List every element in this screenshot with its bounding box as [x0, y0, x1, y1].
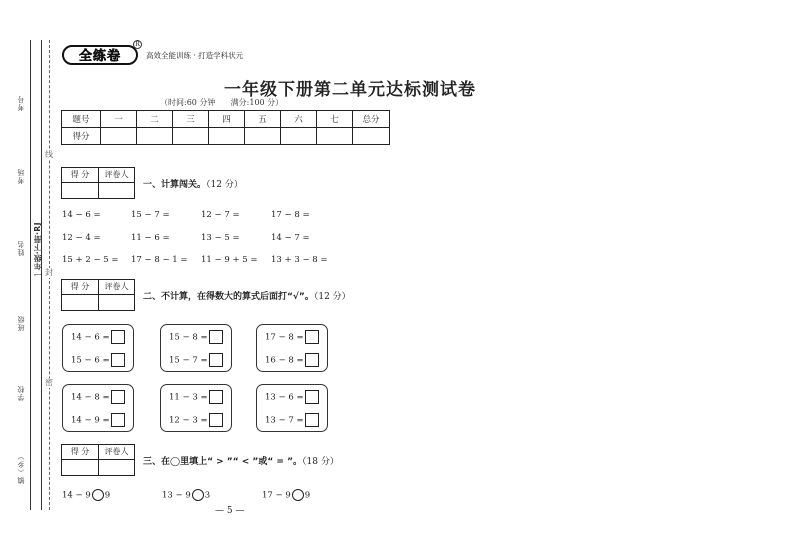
grader-box-score-label: 得 分	[62, 168, 99, 182]
field-town: 镇（乡）	[17, 452, 25, 484]
grader-box	[61, 444, 135, 476]
check-box[interactable]	[111, 413, 125, 427]
margin-line-outer	[30, 40, 31, 510]
field-exam-number: 考号	[17, 95, 25, 111]
compare-item: 15 − 8 =	[169, 330, 223, 344]
cut-mark-line: 线	[45, 150, 53, 159]
check-box[interactable]	[209, 330, 223, 344]
equation: 17 − 8 =	[271, 210, 310, 220]
grader-box-score-label: 得 分	[62, 445, 99, 459]
score-cell[interactable]	[353, 128, 390, 145]
section-3-title: 三、在◯里填上“ > ”“ < ”或“ = ”。（18 分）	[143, 457, 339, 467]
header-cell: 题号	[62, 111, 101, 128]
score-table-score-row	[62, 128, 390, 145]
compare-group	[62, 324, 134, 372]
compare-item: 15 − 6 =	[71, 353, 125, 367]
equation: 12 − 4 =	[62, 233, 101, 243]
section-2-title: 二、不计算，在得数大的算式后面打“√”。（12 分）	[143, 292, 351, 302]
header-cell: 二	[137, 111, 173, 128]
registered-mark-icon: R	[133, 40, 142, 49]
edition-label: 一年级·下册·RJ	[33, 222, 42, 279]
field-name: 姓名	[17, 240, 25, 256]
answer-circle[interactable]	[292, 489, 304, 501]
grader-box	[61, 279, 135, 311]
page-number: — 5 —	[215, 506, 245, 516]
cut-mark-seal: 封	[45, 268, 53, 277]
compare-group	[256, 384, 328, 432]
check-box[interactable]	[305, 330, 319, 344]
score-cell[interactable]	[245, 128, 281, 145]
answer-circle[interactable]	[92, 489, 104, 501]
compare-item: 15 − 7 =	[169, 353, 223, 367]
equation: 15 − 7 =	[131, 210, 170, 220]
compare-item: 17 − 8 =	[265, 330, 319, 344]
answer-circle[interactable]	[192, 489, 204, 501]
check-box[interactable]	[305, 413, 319, 427]
compare-group	[160, 384, 232, 432]
grader-box-grader-label: 评卷人	[104, 447, 129, 456]
header-cell: 总分	[353, 111, 390, 128]
compare-item: 13 − 7 =	[265, 413, 319, 427]
compare-item: 11 − 3 =	[169, 390, 223, 404]
equation: 12 − 7 =	[201, 210, 240, 220]
score-cell[interactable]	[317, 128, 353, 145]
row-label: 得分	[62, 128, 101, 145]
check-box[interactable]	[111, 353, 125, 367]
compare-item: 13 − 6 =	[265, 390, 319, 404]
check-box[interactable]	[209, 353, 223, 367]
header-cell: 六	[281, 111, 317, 128]
equation: 11 − 9 + 5 =	[201, 255, 258, 265]
equation: 14 − 7 =	[271, 233, 310, 243]
header-cell: 四	[209, 111, 245, 128]
header-cell: 一	[101, 111, 137, 128]
compare-expression: 17 − 9 9	[262, 490, 311, 501]
field-school: 学校	[17, 385, 25, 401]
equation: 17 − 8 − 1 =	[131, 255, 188, 265]
equation: 14 − 6 =	[62, 210, 101, 220]
compare-group	[256, 324, 328, 372]
score-table-header-row	[62, 111, 390, 128]
check-box[interactable]	[305, 353, 319, 367]
page-title: 一年级下册第二单元达标测试卷	[224, 80, 476, 100]
brand-tagline: 高效全能训练 · 打造学科状元	[146, 51, 244, 60]
score-cell[interactable]	[173, 128, 209, 145]
grader-box-grader-label: 评卷人	[104, 170, 129, 179]
compare-item: 14 − 9 =	[71, 413, 125, 427]
compare-item: 16 − 8 =	[265, 353, 319, 367]
compare-item: 14 − 8 =	[71, 390, 125, 404]
grader-box-grader-label: 评卷人	[104, 282, 129, 291]
score-cell[interactable]	[137, 128, 173, 145]
grader-box	[61, 167, 135, 199]
header-cell: 三	[173, 111, 209, 128]
grader-box-score-label: 得 分	[62, 280, 99, 294]
compare-expression: 13 − 9 3	[162, 490, 211, 501]
header-cell: 五	[245, 111, 281, 128]
compare-expression: 14 − 9 9	[62, 490, 111, 501]
score-cell[interactable]	[209, 128, 245, 145]
equation: 13 + 3 − 8 =	[271, 255, 328, 265]
section-1-title: 一、计算闯关。（12 分）	[143, 180, 243, 190]
equation: 15 + 2 − 5 =	[62, 255, 119, 265]
compare-item: 14 − 6 =	[71, 330, 125, 344]
compare-item: 12 − 3 =	[169, 413, 223, 427]
compare-group	[62, 384, 134, 432]
field-class: 班级	[17, 315, 25, 331]
check-box[interactable]	[209, 413, 223, 427]
check-box[interactable]	[111, 330, 125, 344]
cut-mark-secret: 密	[45, 378, 53, 387]
equation: 11 − 6 =	[131, 233, 170, 243]
equation: 13 − 5 =	[201, 233, 240, 243]
check-box[interactable]	[305, 390, 319, 404]
score-cell[interactable]	[281, 128, 317, 145]
svg-text:全练卷: 全练卷	[78, 49, 122, 64]
score-table	[61, 110, 390, 145]
check-box[interactable]	[209, 390, 223, 404]
score-cell[interactable]	[101, 128, 137, 145]
check-box[interactable]	[111, 390, 125, 404]
field-exam-room: 考场	[17, 168, 25, 184]
page-subtitle: （时间:60 分钟 满分:100 分）	[160, 98, 284, 107]
header-cell: 七	[317, 111, 353, 128]
compare-group	[160, 324, 232, 372]
